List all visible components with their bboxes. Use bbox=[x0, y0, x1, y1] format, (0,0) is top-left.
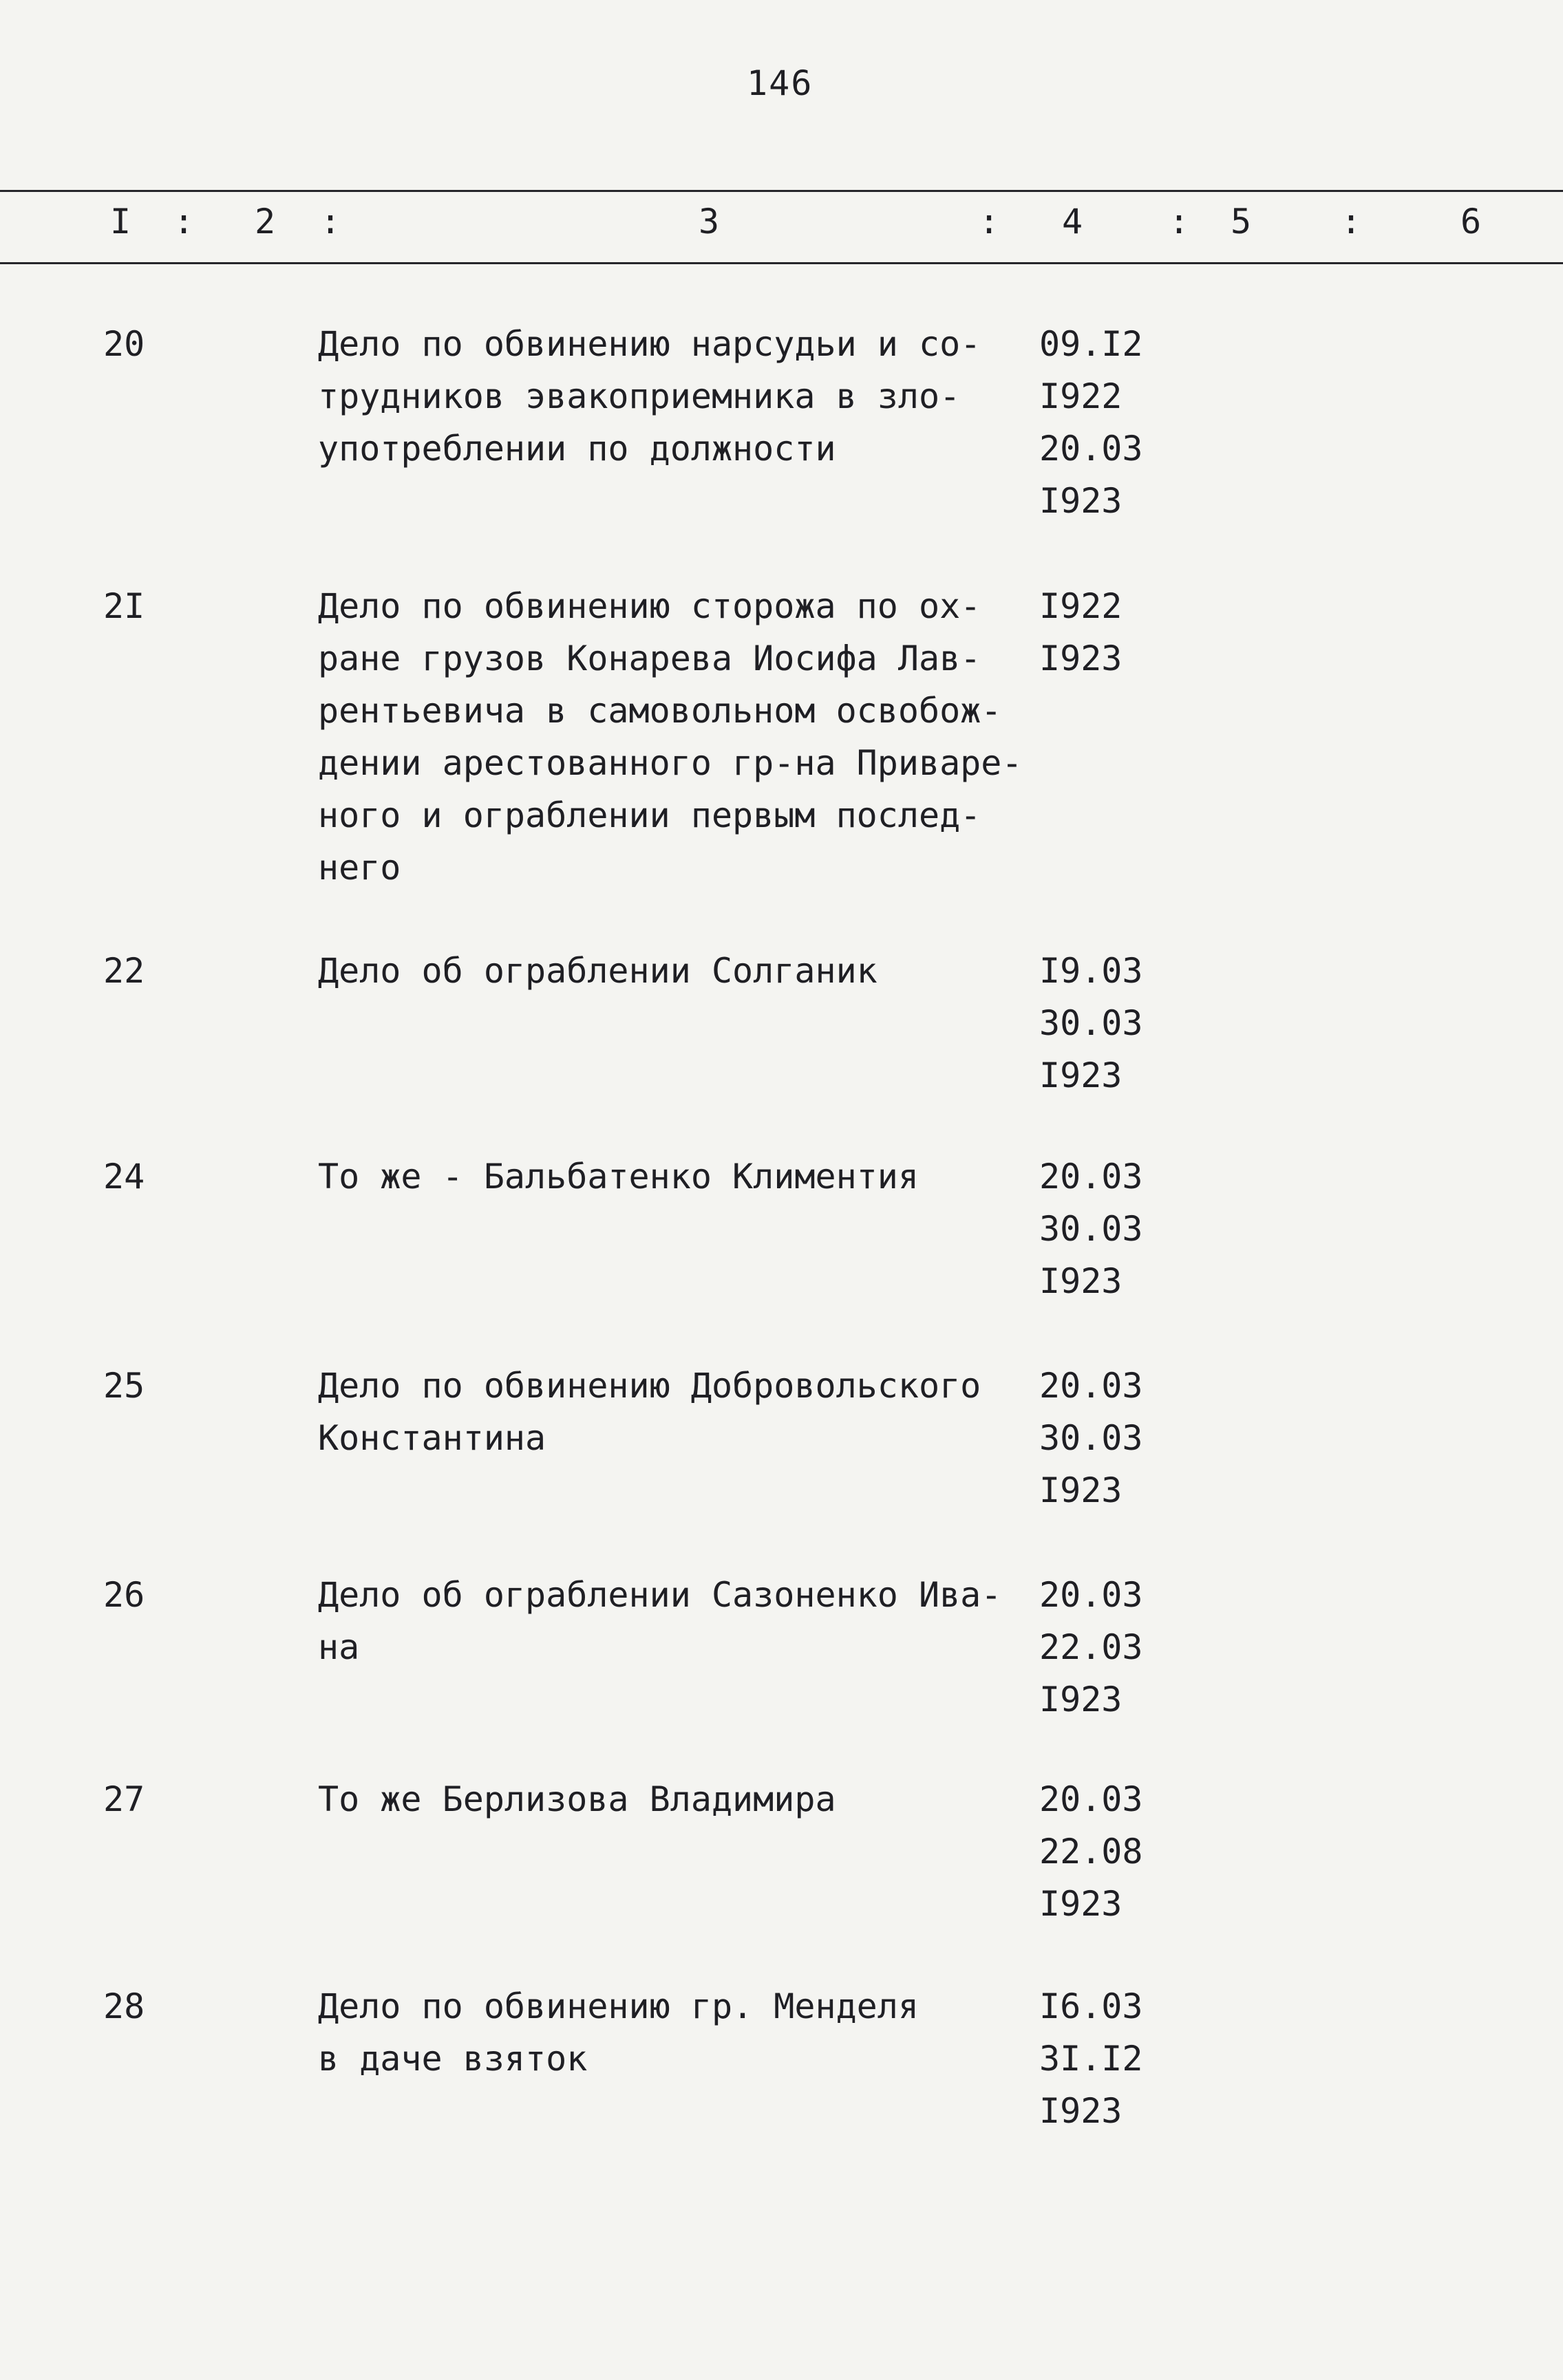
entry-dates: 20.03 30.03 I923 bbox=[1039, 1157, 1143, 1301]
entry-number: 28 bbox=[103, 1986, 145, 2026]
entry-number: 25 bbox=[103, 1366, 145, 1406]
header-separator: : bbox=[320, 202, 341, 242]
entry-description: То же - Бальбатенко Климентия bbox=[318, 1157, 919, 1197]
header-col-3: 3 bbox=[699, 202, 720, 242]
entry-dates: 20.03 30.03 I923 bbox=[1039, 1366, 1143, 1510]
entry-description: Дело об ограблении Солганик bbox=[318, 951, 878, 991]
entry-number: 26 bbox=[103, 1575, 145, 1615]
entry-number: 27 bbox=[103, 1779, 145, 1819]
entry-number: 20 bbox=[103, 324, 145, 364]
entry-dates: 20.03 22.08 I923 bbox=[1039, 1779, 1143, 1924]
entry-number: 22 bbox=[103, 951, 145, 991]
entry-dates: 20.03 22.03 I923 bbox=[1039, 1575, 1143, 1719]
entry-description: Дело по обвинению сторожа по ох- ране грузов Конарева Иосифа Лав- рентьевича в самовольном освобож- дении арестованного гр-на Приваре- ного и ограблении первым послед- него bbox=[318, 586, 1023, 888]
header-separator: : bbox=[173, 202, 195, 242]
entry-description: Дело по обвинению гр. Менделя в даче взяток bbox=[318, 1986, 919, 2079]
header-col-4: 4 bbox=[1062, 202, 1083, 242]
entry-dates: I6.03 3I.I2 I923 bbox=[1039, 1986, 1143, 2131]
entry-dates: I9.03 30.03 I923 bbox=[1039, 951, 1143, 1095]
entry-description: Дело по обвинению Добровольского Константина bbox=[318, 1366, 981, 1458]
header-separator: : bbox=[1341, 202, 1362, 242]
entry-number: 24 bbox=[103, 1157, 145, 1197]
entry-number: 2I bbox=[103, 586, 145, 626]
header-col-5: 5 bbox=[1231, 202, 1252, 242]
header-col-1: I bbox=[110, 202, 131, 242]
entry-description: Дело по обвинению нарсудьи и со- трудников эвакоприемника в зло- употреблении по должности bbox=[318, 324, 981, 469]
page-number: 146 bbox=[747, 63, 814, 103]
header-col-2: 2 bbox=[255, 202, 276, 242]
header-bottom-rule bbox=[0, 262, 1563, 264]
entry-description: То же Берлизова Владимира bbox=[318, 1779, 836, 1819]
entry-dates: 09.I2 I922 20.03 I923 bbox=[1039, 324, 1143, 521]
entry-dates: I922 I923 bbox=[1039, 586, 1123, 678]
header-separator: : bbox=[979, 202, 1000, 242]
header-separator: : bbox=[1169, 202, 1190, 242]
entry-description: Дело об ограблении Сазоненко Ива- на bbox=[318, 1575, 1002, 1667]
header-col-6: 6 bbox=[1460, 202, 1482, 242]
header-top-rule bbox=[0, 190, 1563, 192]
